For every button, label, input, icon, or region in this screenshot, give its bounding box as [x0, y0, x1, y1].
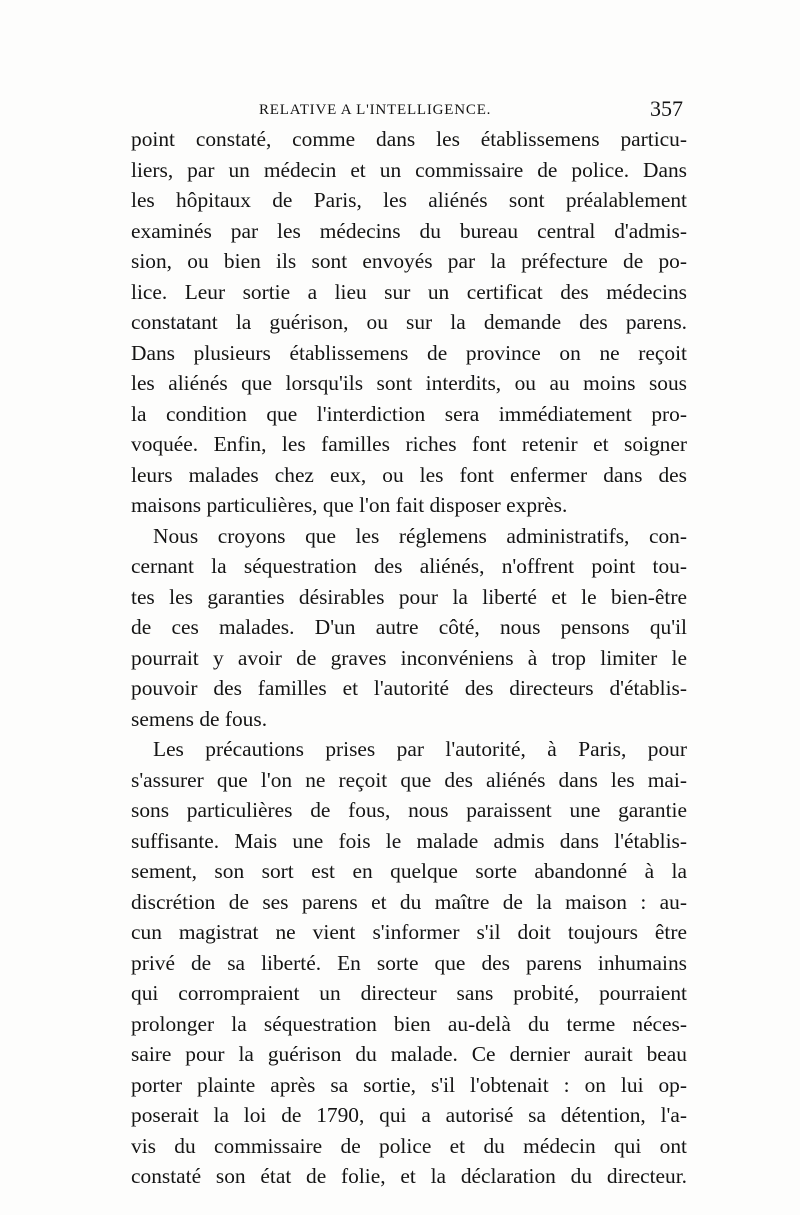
text-line: pouvoir des familles et l'autorité des directeurs d'établis- — [131, 676, 687, 700]
text-line: porter plainte après sa sortie, s'il l'obtenait : on lui op- — [131, 1072, 687, 1097]
text-line: saire pour la guérison du malade. Ce dernier aurait beau — [131, 1042, 687, 1066]
text-line: cun magistrat ne vient s'informer s'il doit toujours être — [131, 920, 687, 944]
text-line: tes les garanties désirables pour la liberté et le bien-être — [131, 584, 687, 609]
text-line: pourrait y avoir de graves inconvéniens à trop limiter le — [131, 645, 687, 670]
text-line: sons particulières de fous, nous paraissent une garantie — [131, 798, 687, 822]
text-line: les aliénés que lorsqu'ils sont interdits, ou au moins sous — [131, 371, 687, 395]
text-line: point constaté, comme dans les établissemens particu- — [131, 127, 687, 151]
text-line: prolonger la séquestration bien au-delà du terme néces- — [131, 1011, 687, 1036]
text-line: semens de fous. — [131, 706, 268, 731]
text-line: Dans plusieurs établissemens de province on ne reçoit — [131, 340, 687, 365]
text-line: vis du commissaire de police et du médecin qui ont — [131, 1133, 687, 1158]
text-line: lice. Leur sortie a lieu sur un certificat des médecins — [131, 279, 687, 304]
text-line: sement, son sort est en quelque sorte abandonné à la — [131, 859, 687, 883]
text-line: la condition que l'interdiction sera immédiatement pro- — [131, 401, 687, 426]
page-number: 357 — [650, 96, 683, 121]
body-text — [131, 124, 687, 1192]
running-title: RELATIVE A L'INTELLIGENCE. — [259, 102, 492, 118]
text-line: de ces malades. D'un autre côté, nous pensons qu'il — [131, 615, 687, 639]
text-line: examinés par les médecins du bureau central d'admis- — [131, 218, 687, 243]
text-line: cernant la séquestration des aliénés, n'offrent point tou- — [131, 554, 687, 578]
text-line: leurs malades chez eux, ou les font enfermer dans des — [131, 462, 687, 487]
text-line: liers, par un médecin et un commissaire de police. Dans — [131, 157, 687, 182]
text-line: privé de sa liberté. En sorte que des parens inhumains — [131, 950, 687, 975]
text-line: discrétion de ses parens et du maître de la maison : au- — [131, 889, 687, 914]
text-line: voquée. Enfin, les familles riches font retenir et soigner — [131, 432, 687, 456]
text-line: constaté son état de folie, et la déclaration du directeur. — [131, 1164, 687, 1188]
text-line: Nous croyons que les réglemens administratifs, con- — [153, 523, 687, 548]
text-line: les hôpitaux de Paris, les aliénés sont préalablement — [131, 188, 687, 212]
running-head — [133, 96, 685, 126]
text-line: qui corrompraient un directeur sans probité, pourraient — [131, 981, 687, 1005]
text-line: Les précautions prises par l'autorité, à Paris, pour — [153, 737, 687, 761]
text-line: poserait la loi de 1790, qui a autorisé sa détention, l'a- — [131, 1103, 687, 1127]
text-line: sion, ou bien ils sont envoyés par la préfecture de po- — [131, 249, 687, 273]
text-line: maisons particulières, que l'on fait disposer exprès. — [131, 493, 568, 517]
text-line: s'assurer que l'on ne reçoit que des aliénés dans les mai- — [131, 767, 687, 792]
text-line: suffisante. Mais une fois le malade admis dans l'établis- — [131, 828, 687, 853]
text-line: constatant la guérison, ou sur la demande des parens. — [131, 310, 687, 334]
